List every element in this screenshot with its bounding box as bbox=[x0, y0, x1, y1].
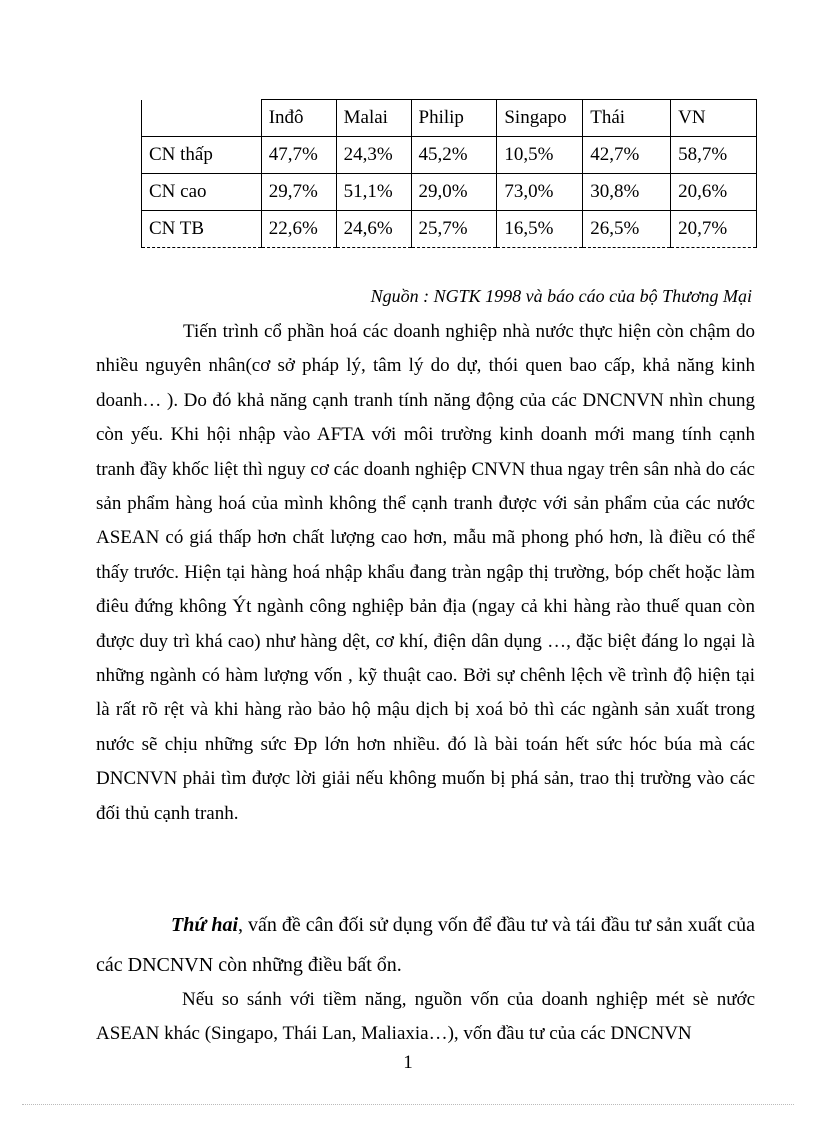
table-cell: 47,7% bbox=[261, 137, 336, 174]
table-cell: 45,2% bbox=[411, 137, 497, 174]
table-cell: 24,6% bbox=[336, 211, 411, 248]
body-paragraph: Nếu so sánh với tiềm năng, nguồn vốn của doanh nghiệp mét sè nước ASEAN khác (Singapo, Thái Lan, Maliaxia…), vốn đầu tư của các DNCNVN bbox=[96, 989, 755, 1045]
table-cell: CN cao bbox=[142, 174, 262, 211]
table-header-cell bbox=[142, 100, 262, 137]
footer-divider bbox=[22, 1104, 794, 1105]
table-cell: 24,3% bbox=[336, 137, 411, 174]
table-header-cell: Malai bbox=[336, 100, 411, 137]
table-header-cell: Thái bbox=[583, 100, 671, 137]
table-cell: 22,6% bbox=[261, 211, 336, 248]
table-cell: 10,5% bbox=[497, 137, 583, 174]
table-cell: 26,5% bbox=[583, 211, 671, 248]
body-paragraph: Tiến trình cổ phần hoá các doanh nghiệp nhà nước thực hiện còn chậm do nhiều nguyên nhân(cơ sở pháp lý, tâm lý do dự, thói quen bao cấp, khả năng kinh doanh… ). Do đó khả năng cạnh tranh tính năng động của các DNCNVN nhìn chung còn yếu. Khi hội nhập vào AFTA với môi trường kinh doanh mới mang tính cạnh tranh đầy khốc liệt thì nguy cơ các doanh nghiệp CNVN thua ngay trên sân nhà do các sản phẩm hàng hoá của mình không thể cạnh tranh được với sản phẩm của các nước ASEAN có giá thấp hơn chất lượng cao hơn, mẫu mã phong phó hơn, là điều có thể thấy trước. Hiện tại hàng hoá nhập khẩu đang tràn ngập thị trường, bóp chết hoặc làm điêu đứng không Ýt ngành công nghiệp bản địa (ngay cả khi hàng rào thuế quan còn được duy trì khá cao) như hàng dệt, cơ khí, điện dân dụng …, đặc biệt đáng lo ngại là những ngành có hàm lượng vốn , kỹ thuật cao. Bởi sự chênh lệch về trình độ hiện tại là rất rõ rệt và khi hàng rào bảo hộ mậu dịch bị xoá bỏ thì các ngành sản xuất trong nước sẽ chịu những sức Ðp lớn hơn nhiều. đó là bài toán hết sức hóc búa mà các DNCNVN phải tìm được lời giải nếu không muốn bị phá sản, trao thị trường vào các đối thủ cạnh tranh. bbox=[96, 321, 755, 824]
page-number: 1 bbox=[403, 1052, 413, 1073]
table-cell: CN thấp bbox=[142, 137, 262, 174]
section-paragraph bbox=[96, 905, 755, 985]
table-cell: 30,8% bbox=[583, 174, 671, 211]
table-cell: CN TB bbox=[142, 211, 262, 248]
table-row bbox=[142, 211, 757, 248]
table-header-cell: VN bbox=[671, 100, 757, 137]
table-cell: 25,7% bbox=[411, 211, 497, 248]
table-cell: 51,1% bbox=[336, 174, 411, 211]
table-header-cell: Inđô bbox=[261, 100, 336, 137]
table-cell: 20,7% bbox=[671, 211, 757, 248]
table-source-note: Nguồn : NGTK 1998 và báo cáo của bộ Thương Mại bbox=[370, 286, 752, 306]
table-cell: 29,7% bbox=[261, 174, 336, 211]
industry-share-table bbox=[141, 99, 757, 248]
table-header-cell: Singapo bbox=[497, 100, 583, 137]
table-cell: 73,0% bbox=[497, 174, 583, 211]
table-cell: 29,0% bbox=[411, 174, 497, 211]
table-header-cell: Philip bbox=[411, 100, 497, 137]
table-header-row bbox=[142, 100, 757, 137]
table-row bbox=[142, 137, 757, 174]
table-cell: 20,6% bbox=[671, 174, 757, 211]
table-cell: 58,7% bbox=[671, 137, 757, 174]
section-lead: Thứ hai bbox=[171, 914, 239, 936]
table-cell: 16,5% bbox=[497, 211, 583, 248]
table-cell: 42,7% bbox=[583, 137, 671, 174]
table-row bbox=[142, 174, 757, 211]
section-text: , vấn đề cân đối sử dụng vốn để đầu tư và tái đầu tư sản xuất của các DNCNVN còn những điều bất ổn. bbox=[96, 914, 755, 976]
